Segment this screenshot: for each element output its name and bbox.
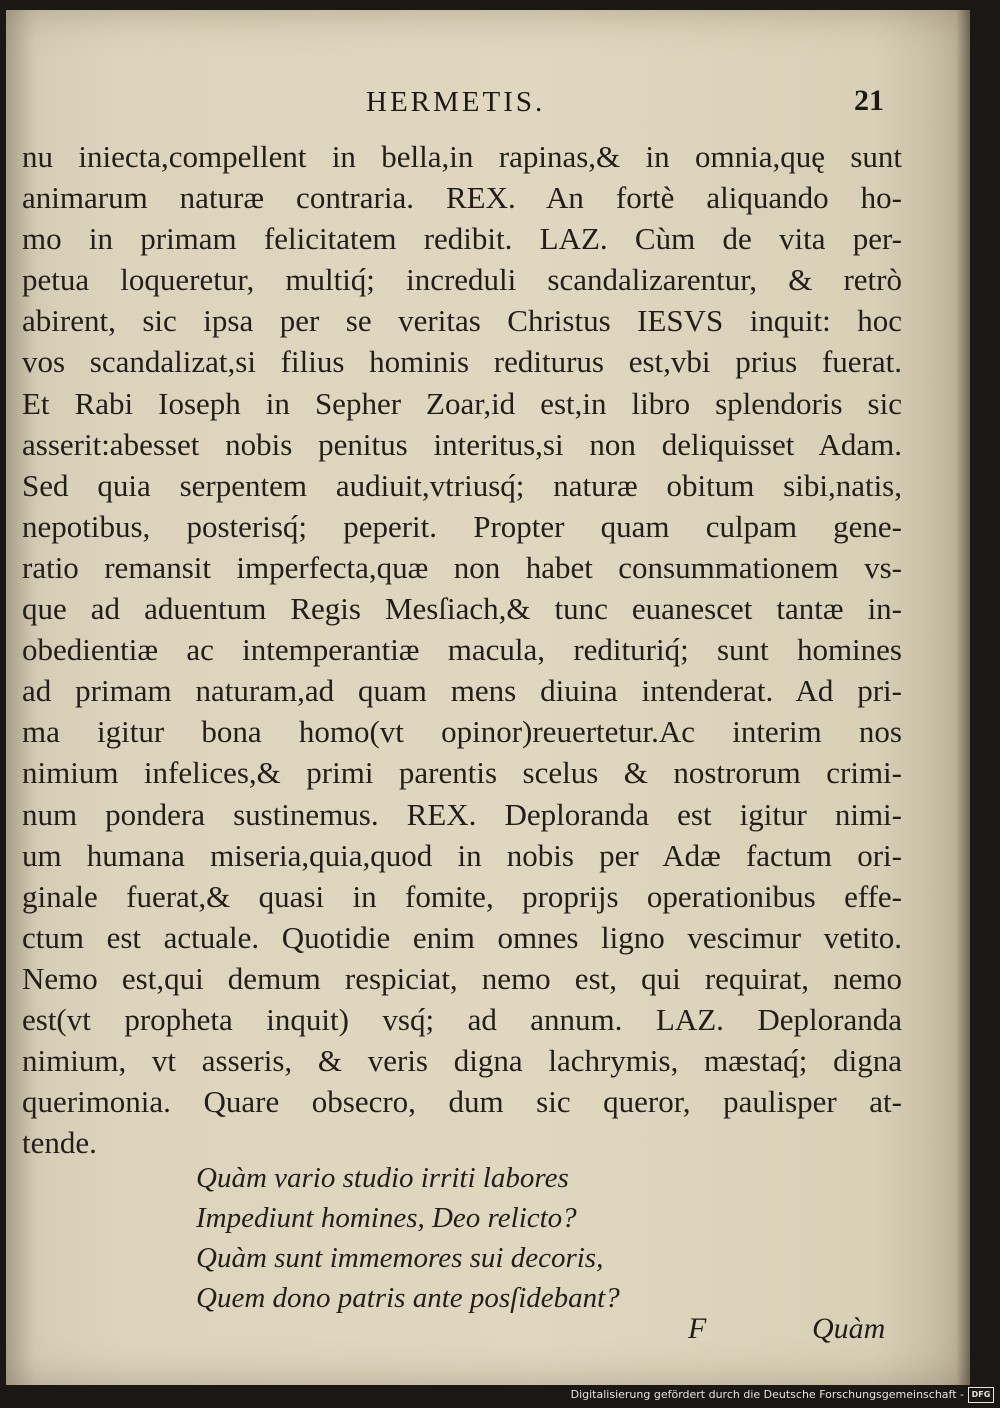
text-line: abirent, sic ipsa per se veritas Christus IESVS inquit: hoc <box>22 303 902 339</box>
text-line: nepotibus, posterisq́; peperit. Propter quam culpam gene- <box>22 508 902 544</box>
text-line: ma igitur bona homo(vt opinor)reuertetur.Ac interim nos <box>22 714 902 750</box>
funding-credit: Digitalisierung gefördert durch die Deutsche Forschungsgemeinschaft - <box>570 1388 964 1401</box>
verse-line: Impediunt homines, Deo relicto? <box>196 1202 577 1234</box>
text-line: ginale fuerat,& quasi in fomite, proprijs operationibus effe- <box>22 878 902 914</box>
text-line: petua loqueretur, multiq́; increduli scandalizarentur, & retrò <box>22 262 902 298</box>
text-line: Nemo est,qui demum respiciat, nemo est, qui requirat, nemo <box>22 960 902 996</box>
text-line: Et Rabi Ioseph in Sepher Zoar,id est,in libro splendoris sic <box>22 385 902 421</box>
text-line: vos scandalizat,si filius hominis rediturus est,vbi prius fuerat. <box>22 344 902 380</box>
text-line: mo in primam felicitatem redibit. LAZ. Cùm de vita per- <box>22 221 902 257</box>
page-header <box>6 86 970 126</box>
running-head: HERMETIS. <box>366 86 546 118</box>
page-number: 21 <box>854 84 884 117</box>
text-line: tende. <box>22 1125 97 1161</box>
text-line: que ad aduentum Regis Mesſiach,& tunc euanescet tantæ in- <box>22 591 902 627</box>
text-line: num pondera sustinemus. REX. Deploranda est igitur nimi- <box>22 796 902 832</box>
page-edge-shadow <box>956 10 970 1385</box>
text-line: ad primam naturam,ad quam mens diuina intenderat. Ad pri- <box>22 673 902 709</box>
text-line: querimonia. Quare obsecro, dum sic queror, paulisper at- <box>22 1084 902 1120</box>
dfg-logo-icon: DFG <box>968 1387 994 1403</box>
signature-mark: F <box>688 1312 707 1345</box>
text-line: um humana miseria,quia,quod in nobis per Adæ factum ori- <box>22 837 902 873</box>
text-line: obedientiæ ac intemperantiæ macula, redituriq́; sunt homines <box>22 632 902 668</box>
footer-bar <box>0 1384 1000 1408</box>
text-line: nu iniecta,compellent in bella,in rapinas,& in omnia,quę sunt <box>22 139 902 174</box>
book-page <box>6 10 970 1385</box>
text-line: asserit:abesset nobis penitus interitus,si non deliquisset Adam. <box>22 426 902 462</box>
verse-line: Quàm vario studio irriti labores <box>196 1162 569 1194</box>
text-line: ctum est actuale. Quotidie enim omnes ligno vescimur vetito. <box>22 919 902 955</box>
text-line: est(vt propheta inquit) vsq́; ad annum. LAZ. Deploranda <box>22 1001 902 1037</box>
text-line: nimium infelices,& primi parentis scelus & nostrorum crimi- <box>22 755 902 791</box>
verse-line: Quem dono patris ante posſidebant? <box>196 1282 620 1314</box>
text-line: animarum naturæ contraria. REX. An fortè aliquando ho- <box>22 180 902 216</box>
verse-line: Quàm sunt immemores sui decoris, <box>196 1242 604 1274</box>
text-line: ratio remansit imperfecta,quæ non habet consummationem vs- <box>22 549 902 585</box>
verse-block <box>196 1158 620 1318</box>
text-line: Sed quia serpentem audiuit,vtriusq́; naturæ obitum sibi,natis, <box>22 467 902 503</box>
body-text <box>22 136 902 1163</box>
text-line: nimium, vt asseris, & veris digna lachrymis, mæstaq́; digna <box>22 1043 902 1079</box>
catchword: Quàm <box>812 1312 886 1345</box>
